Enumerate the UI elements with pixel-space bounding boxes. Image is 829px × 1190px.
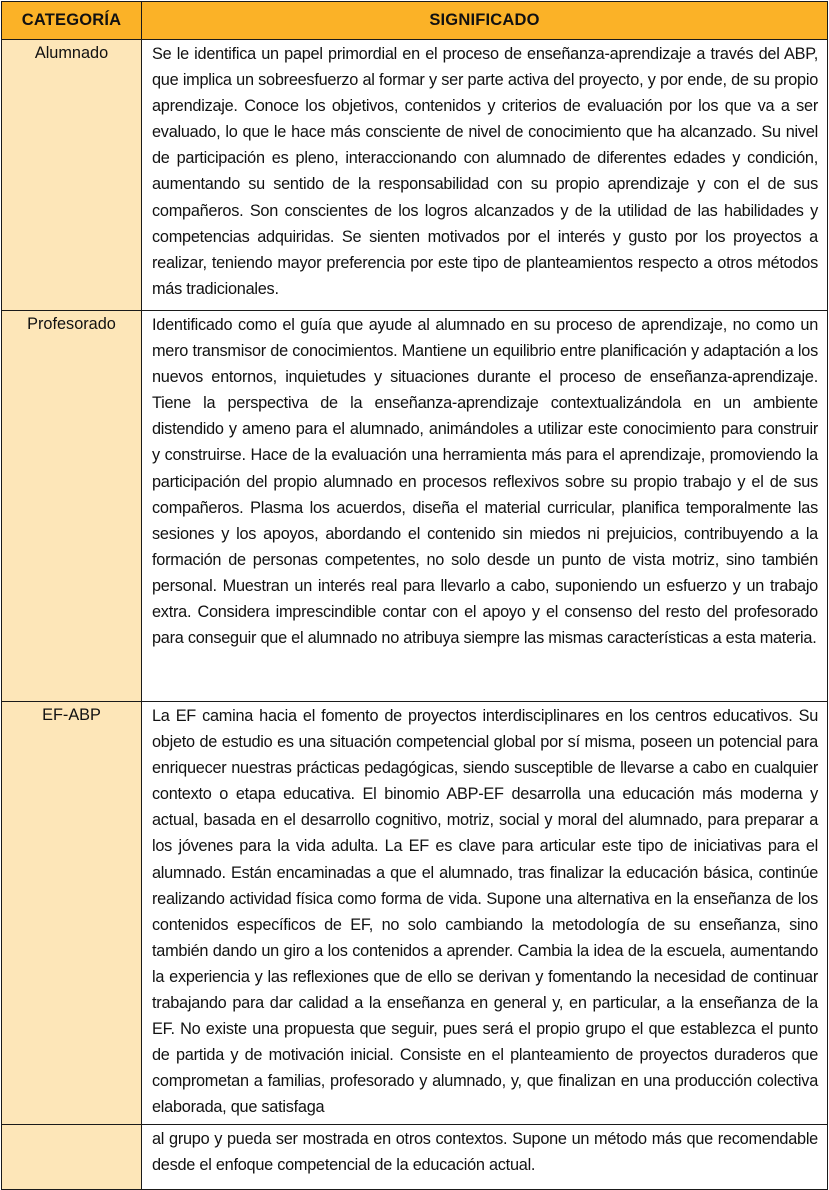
meaning-text: La EF camina hacia el fomento de proyectos interdisciplinares en los centros educativos. Su objeto de estudio es una situación competencial global por sí misma, poseen un potencial para enriquecer nuestras prácticas pedagógicas, siendo susceptible de llevarse a cabo en cualquier contexto o etapa educativa. El binomio ABP-EF desarrolla una educación más moderna y actual, basada en el desarrollo cognitivo, motriz, social y moral del alumnado, para preparar a los jóvenes para la vida adulta. La EF es clave para articular este tipo de iniciativas para el alumnado. Están encaminadas a que el alumnado, tras finalizar la educación básica, continúe realizando actividad física como forma de vida. Supone una alternativa en la enseñanza de los contenidos específicos de EF, no solo cambiando la metodología de su enseñanza, sino también dando un giro a los contenidos a aprender. Cambia la idea de la escuela, aumentando la experiencia y las reflexiones que de ello se derivan y fomentando la necesidad de continuar trabajando para dar calidad a la enseñanza en general y, en particular, a la enseñanza de la EF. No existe una propuesta que seguir, pues será el propio grupo el que establezca el punto de partida y de motivación inicial. Consiste en el planteamiento de proyectos duraderos que comprometan a familias, profesorado y alumnado, y, que finalizan en una producción colectiva elaborada, que satisfaga xyxy=(152,707,818,1117)
table-row xyxy=(2,702,828,1125)
category-cell-empty xyxy=(2,1125,142,1190)
category-cell-profesorado: Profesorado xyxy=(2,311,142,702)
table-row xyxy=(2,40,828,311)
meaning-cell-alumnado xyxy=(142,40,828,311)
header-significado: SIGNIFICADO xyxy=(142,2,828,40)
table-row-continuation xyxy=(2,1125,828,1190)
category-cell-alumnado: Alumnado xyxy=(2,40,142,311)
meaning-text: al grupo y pueda ser mostrada en otros contextos. Supone un método más que recomendable desde el enfoque competencial de la educación actual. xyxy=(152,1130,818,1175)
categories-table xyxy=(1,1,828,1190)
meaning-cell-profesorado xyxy=(142,311,828,702)
category-cell-ef-abp: EF-ABP xyxy=(2,702,142,1125)
table-row xyxy=(2,311,828,702)
meaning-text: Se le identifica un papel primordial en el proceso de enseñanza-aprendizaje a través del ABP, que implica un sobreesfuerzo al formar y ser parte activa del proyecto, y por ende, de su propio aprendizaje. Conoce los objetivos, contenidos y criterios de evaluación por los que va a ser evaluado, lo que le hace más consciente de nivel de conocimiento que ha alcanzado. Su nivel de participación es pleno, interaccionando con alumnado de diferentes edades y condición, aumentando su sentido de la responsabilidad con su propio aprendizaje y con el de sus compañeros. Son conscientes de los logros alcanzados y de la utilidad de las habilidades y competencias adquiridas. Se sienten motivados por el interés y gusto por los proyectos a realizar, teniendo mayor preferencia por este tipo de planteamientos respecto a otros métodos más tradicionales. xyxy=(152,45,818,298)
header-categoria: CATEGORÍA xyxy=(2,2,142,40)
meaning-cell-ef-abp xyxy=(142,702,828,1125)
table-header-row xyxy=(2,2,828,40)
meaning-text: Identificado como el guía que ayude al alumnado en su proceso de aprendizaje, no como un mero transmisor de conocimientos. Mantiene un equilibrio entre planificación y adaptación a los nuevos entornos, inquietudes y situaciones durante el proceso de enseñanza-aprendizaje. Tiene la perspectiva de la enseñanza-aprendizaje contextualizándola en un ambiente distendido y ameno para el alumnado, animándoles a utilizar este conocimiento para construir y construirse. Hace de la evaluación una herramienta más para el aprendizaje, promoviendo la participación del propio alumnado en procesos reflexivos sobre su propio trabajo y el de sus compañeros. Plasma los acuerdos, diseña el material curricular, planifica temporalmente las sesiones y los apoyos, abordando el contenido sin miedos ni prejuicios, contribuyendo a la formación de personas competentes, no solo desde un punto de vista motriz, sino también personal. Muestran un interés real para llevarlo a cabo, suponiendo un esfuerzo y un trabajo extra. Considera imprescindible contar con el apoyo y el consenso del resto del profesorado para conseguir que el alumnado no atribuya siempre las mismas características a esta materia. xyxy=(152,316,818,648)
meaning-cell-continuation xyxy=(142,1125,828,1190)
